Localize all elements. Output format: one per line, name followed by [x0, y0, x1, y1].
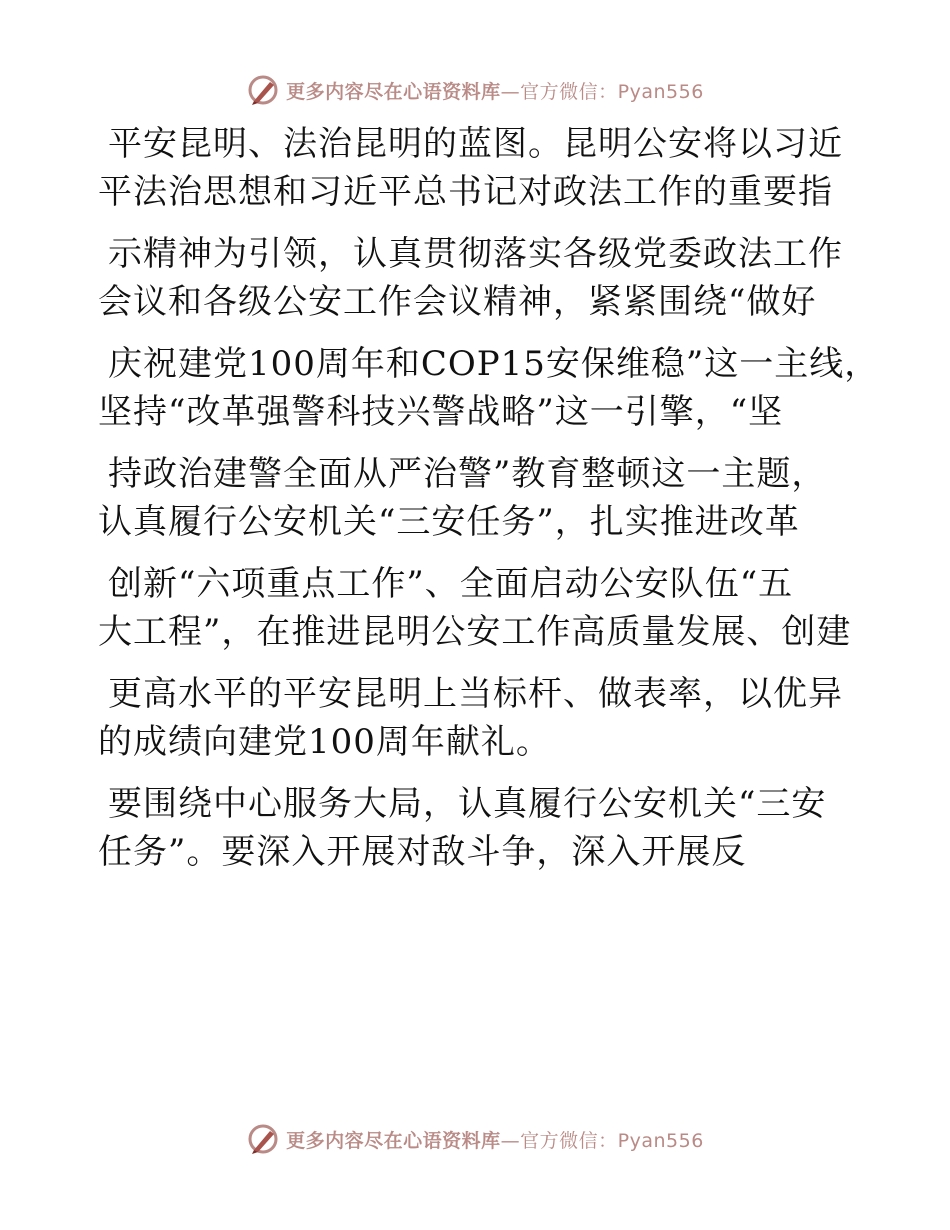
text-line: 平安昆明、法治昆明的蓝图。昆明公安将以习近: [108, 124, 843, 164]
text-line: 持政治建警全面从严治警”教育整顿这一主题，: [108, 454, 827, 494]
text-line: 创新“六项重点工作”、全面启动公安队伍“五: [108, 564, 794, 604]
text-line: 的成绩向建党100周年献礼。: [98, 722, 551, 762]
text-line: 认真履行公安机关“三安任务”，扎实推进改革: [98, 502, 800, 542]
footer-banner: [0, 1119, 950, 1159]
text-line: 会议和各级公安工作会议精神，紧紧围绕“做好: [98, 282, 817, 322]
text-line: 要围绕中心服务大局，认真履行公安机关“三安: [108, 784, 827, 824]
header-banner: [0, 70, 950, 110]
header-banner-main: 更多内容尽在心语资料库: [286, 80, 501, 103]
text-line: 平法治思想和习近平总书记对政法工作的重要指: [98, 172, 833, 212]
document-body: [98, 120, 880, 876]
text-line: 庆祝建党100周年和COP15安保维稳”这一主线，: [108, 344, 880, 384]
text-line: 任务”。要深入开展对敌斗争，深入开展反: [98, 832, 747, 872]
header-banner-separator: —: [500, 80, 521, 103]
pen-circle-logo-icon: [246, 1122, 280, 1156]
footer-banner-main: 更多内容尽在心语资料库: [286, 1129, 501, 1152]
text-line: 坚持“改革强警科技兴警战略”这一引擎，“坚: [98, 392, 784, 432]
text-line: 示精神为引领，认真贯彻落实各级党委政法工作: [108, 234, 843, 274]
footer-banner-wechat: 官方微信：Pyan556: [520, 1129, 704, 1152]
footer-banner-separator: —: [500, 1129, 521, 1152]
text-line: 更高水平的平安昆明上当标杆、做表率，以优异: [108, 674, 843, 714]
header-banner-text: [286, 77, 704, 104]
pen-circle-logo-icon: [246, 73, 280, 107]
header-banner-wechat: 官方微信：Pyan556: [520, 80, 704, 103]
footer-banner-text: [286, 1126, 704, 1153]
text-line: 大工程”，在推进昆明公安工作高质量发展、创建: [98, 612, 852, 652]
